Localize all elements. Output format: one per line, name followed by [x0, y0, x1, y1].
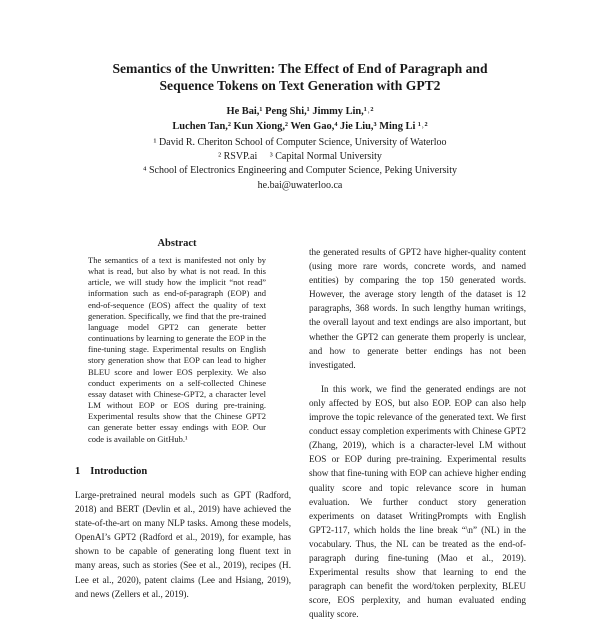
author-email: he.bai@uwaterloo.ca: [257, 179, 343, 191]
paper-title: [60, 60, 540, 94]
affiliation-line-3: ⁴ School of Electronics Engineering and Computer Science, Peking University: [143, 165, 457, 177]
introduction-body: Large-pretrained neural models such as GPT (Radford, 2018) and BERT (Devlin et al., 2019) have achieved the state-of-the-art on many NLP tasks. Among these models, OpenAI’s GPT2 (Radford et al., 2019), for example, has shown to be capable of generating long fluent text in many areas, such as stories (See et al., 2019), recipes (H. Lee et al., 2020), patent claims (Lee and Hsiang, 2019), and news (Zellers et al., 2019).: [75, 490, 291, 599]
right-column: [309, 245, 526, 620]
right-paragraph-1: the generated results of GPT2 have higher-quality content (using more rare words, concrete words, and named entities) by comparing the top 150 generated words. However, the average story length of the dataset is 12 paragraphs, 368 words. In such lengthy human writings, the overall layout and text endings are also important, but whether the GPT2 can generate them properly is unclear, and how to generate better endings has not been investigated.: [309, 247, 526, 370]
abstract-heading: Abstract: [157, 238, 197, 249]
affiliation-line-2: ² RSVP.ai ³ Capital Normal University: [218, 151, 382, 163]
abstract-body: The semantics of a text is manifested not only by what is read, but also by what is not read. In this article, we will study how the implicit “not read” information such as end-of-paragraph (EOP) and end-of-sequence (EOS) affect the quality of text generation. Specifically, we find that the pre-trained language model GPT2 can generate better continuations by learning to generate the EOP in the fine-tuning stage. Experimental results on English story generation show that EOP can lead to higher BLEU score and lower EOS perplexity. We also conduct experiments on a self-collected Chinese essay dataset with Chinese-GPT2, a character level LM without EOP or EOS during pre-training. Experimental results show that the Chinese GPT2 can generate better essay endings with EOP. Our code is available on GitHub.¹: [88, 255, 266, 444]
title-line-1: Semantics of the Unwritten: The Effect of End of Paragraph and: [112, 61, 488, 76]
authors-line-1: He Bai,¹ Peng Shi,¹ Jimmy Lin,¹˒²: [226, 106, 374, 117]
title-line-2: Sequence Tokens on Text Generation with GPT2: [159, 78, 441, 93]
affiliations: [60, 136, 540, 193]
author-list: [60, 104, 540, 134]
affiliation-line-1: ¹ David R. Cheriton School of Computer Science, University of Waterloo: [153, 137, 447, 148]
right-paragraph-2: In this work, we find the generated endings are not only affected by EOS, but also EOP. EOP can also help improve the topic relevance of the generated text. We first conduct essay completion experiments with Chinese GPT2 (Zhang, 2019), which is a character-level LM without EOS or EOP during pre-training. Experimental results show that fine-tuning with EOP can achieve higher ending quality score and topic relevance score in human evaluation. We further conduct story generation experiments on dataset WritingPrompts with English GPT2-117, which holds the line break “\n” (NL) in the vocabulary. Thus, the NL can be treated as the end-of-paragraph during fine-tuning (Mao et al., 2019). Experimental results show that learning to end the paragraph can benefit the word/token perplexity, BLEU score, EOS perplexity, and human evaluated ending quality score.: [309, 383, 526, 620]
section-title: Introduction: [90, 466, 148, 477]
section-heading-introduction: [75, 466, 275, 477]
section-number: 1: [75, 466, 81, 477]
authors-line-2: Luchen Tan,² Kun Xiong,² Wen Gao,⁴ Jie Liu,³ Ming Li ¹˒²: [172, 121, 428, 132]
